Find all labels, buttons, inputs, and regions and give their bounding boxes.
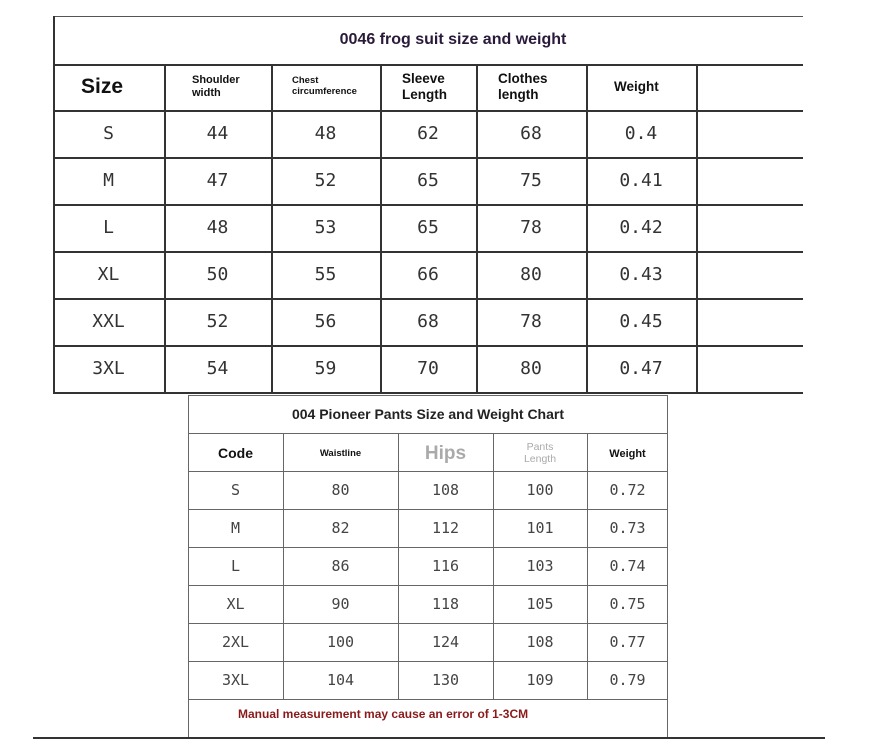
suit-size-code: S bbox=[103, 123, 114, 144]
pants-table-cell: 0.79 bbox=[609, 671, 646, 689]
suit-table-cell: 47 bbox=[206, 170, 229, 191]
suit-table-cell: 53 bbox=[314, 217, 337, 238]
suit-table-cell: 62 bbox=[417, 123, 439, 144]
suit-table-border bbox=[53, 16, 803, 17]
suit-table-cell: 0.47 bbox=[619, 358, 663, 379]
pants-table-title: 004 Pioneer Pants Size and Weight Chart bbox=[291, 406, 565, 422]
suit-table-cell: 0.41 bbox=[619, 170, 663, 191]
pants-table-cell: 109 bbox=[526, 671, 554, 689]
pants-header-3: Pants Length bbox=[523, 441, 557, 465]
suit-table-cell: 48 bbox=[206, 217, 229, 238]
pants-table-cell: 0.74 bbox=[609, 557, 646, 575]
suit-table-cell: 70 bbox=[417, 358, 439, 379]
suit-size-table bbox=[53, 16, 803, 394]
suit-size-code: XXL bbox=[92, 311, 125, 332]
suit-table-cell: 78 bbox=[520, 311, 542, 332]
suit-table-cell: 44 bbox=[206, 123, 229, 144]
suit-table-cell: 68 bbox=[417, 311, 439, 332]
pants-table-cell: 101 bbox=[526, 519, 554, 537]
suit-header-0: Size bbox=[81, 74, 124, 98]
pants-table-cell: 130 bbox=[431, 671, 460, 689]
suit-table-cell: 48 bbox=[314, 123, 337, 144]
suit-table-cell: 65 bbox=[417, 170, 439, 191]
pants-table-cell: 116 bbox=[431, 557, 460, 575]
pants-table-cell: 80 bbox=[331, 481, 350, 499]
pants-table-cell: 104 bbox=[326, 671, 355, 689]
suit-table-cell: 0.42 bbox=[619, 217, 663, 238]
suit-size-code: M bbox=[103, 170, 114, 191]
pants-table-cell: 108 bbox=[526, 633, 554, 651]
suit-table-cell: 65 bbox=[417, 217, 439, 238]
pants-header-1: Waistline bbox=[319, 447, 362, 459]
pants-table-cell: 112 bbox=[431, 519, 460, 537]
pants-table-cell: 0.75 bbox=[609, 595, 646, 613]
pants-table-cell: 82 bbox=[331, 519, 350, 537]
pants-header-2: Hips bbox=[424, 442, 467, 464]
pants-table-cell: 105 bbox=[526, 595, 554, 613]
pants-size-code: 2XL bbox=[221, 633, 250, 651]
suit-header-3: Sleeve Length bbox=[402, 71, 447, 102]
suit-table-cell: 80 bbox=[520, 264, 542, 285]
pants-size-code: M bbox=[230, 519, 241, 537]
suit-table-cell: 0.43 bbox=[619, 264, 663, 285]
pants-table-border bbox=[188, 395, 668, 396]
suit-table-cell: 59 bbox=[314, 358, 337, 379]
pants-table-cell: 0.73 bbox=[609, 519, 646, 537]
pants-table-cell: 118 bbox=[431, 595, 460, 613]
suit-table-cell: 0.4 bbox=[624, 123, 658, 144]
pants-table-cell: 0.72 bbox=[609, 481, 646, 499]
suit-header-4: Clothes length bbox=[498, 71, 548, 102]
suit-table-cell: 75 bbox=[520, 170, 542, 191]
pants-table-cell: 100 bbox=[326, 633, 355, 651]
suit-table-cell: 52 bbox=[314, 170, 337, 191]
suit-header-1: Shoulder width bbox=[192, 74, 240, 99]
suit-size-code: 3XL bbox=[92, 358, 125, 379]
pants-table-cell: 108 bbox=[431, 481, 460, 499]
pants-table-cell: 90 bbox=[331, 595, 350, 613]
suit-size-code: L bbox=[103, 217, 114, 238]
pants-table-cell: 86 bbox=[331, 557, 350, 575]
pants-table-cell: 0.77 bbox=[609, 633, 646, 651]
suit-table-cell: 56 bbox=[314, 311, 337, 332]
suit-table-cell: 80 bbox=[520, 358, 542, 379]
suit-table-cell: 68 bbox=[520, 123, 542, 144]
pants-size-code: L bbox=[230, 557, 241, 575]
suit-header-5: Weight bbox=[614, 79, 659, 95]
suit-table-col-divider bbox=[696, 64, 698, 394]
suit-table-cell: 50 bbox=[206, 264, 229, 285]
pants-table-row-divider bbox=[188, 699, 668, 700]
pants-table-cell: 103 bbox=[526, 557, 554, 575]
pants-size-code: S bbox=[230, 481, 241, 499]
suit-table-cell: 54 bbox=[206, 358, 229, 379]
suit-table-cell: 0.45 bbox=[619, 311, 663, 332]
pants-table-cell: 124 bbox=[431, 633, 460, 651]
suit-table-cell: 66 bbox=[417, 264, 439, 285]
pants-table-cell: 100 bbox=[526, 481, 554, 499]
suit-table-cell: 52 bbox=[206, 311, 229, 332]
suit-table-title: 0046 frog suit size and weight bbox=[339, 31, 567, 48]
pants-size-code: 3XL bbox=[221, 671, 250, 689]
measurement-note: Manual measurement may cause an error of 1-3CM bbox=[238, 707, 529, 721]
suit-header-2: Chest circumference bbox=[292, 75, 357, 97]
pants-header-0: Code bbox=[218, 445, 253, 462]
bottom-divider bbox=[33, 737, 825, 739]
pants-size-code: XL bbox=[226, 595, 245, 613]
suit-table-cell: 55 bbox=[314, 264, 337, 285]
pants-size-table bbox=[188, 395, 668, 737]
suit-size-code: XL bbox=[97, 264, 120, 285]
pants-header-4: Weight bbox=[609, 447, 646, 460]
suit-table-cell: 78 bbox=[520, 217, 542, 238]
